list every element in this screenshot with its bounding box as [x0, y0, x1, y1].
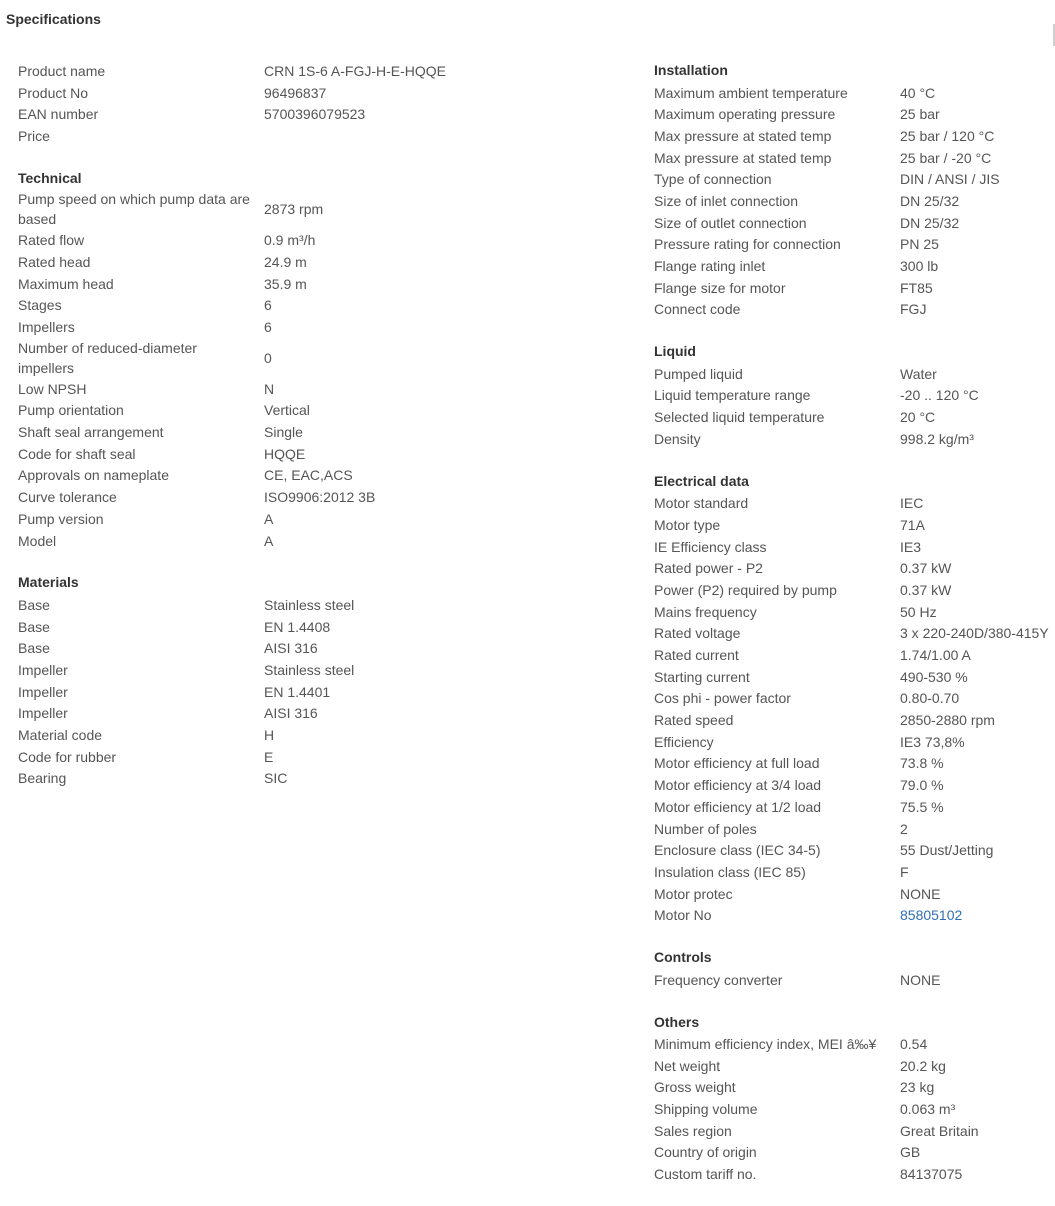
spec-row	[18, 189, 498, 229]
spec-value: 0.37 kW	[900, 560, 952, 577]
spec-row	[18, 421, 498, 443]
section-installation	[654, 60, 1055, 320]
spec-row	[654, 1055, 1055, 1077]
spec-label: Flange size for motor	[654, 279, 786, 296]
spec-label: Liquid temperature range	[654, 387, 811, 404]
spec-row	[654, 536, 1055, 558]
spec-value: 0.063 m³	[900, 1101, 956, 1118]
spec-label: Impellers	[18, 319, 75, 336]
spec-label: Maximum operating pressure	[654, 106, 836, 123]
spec-label: Net weight	[654, 1057, 721, 1074]
spec-label: Base	[18, 640, 50, 657]
spec-row	[654, 363, 1055, 385]
spec-value: CRN 1S-6 A-FGJ-H-E-HQQE	[264, 62, 447, 79]
spec-label: Motor No	[654, 907, 712, 924]
spec-value: IE3	[900, 538, 922, 555]
spec-row	[18, 316, 498, 338]
section-title: Technical	[18, 169, 82, 186]
spec-row	[654, 299, 1055, 321]
spec-row	[654, 557, 1055, 579]
spec-label: Flange rating inlet	[654, 258, 766, 275]
section-controls	[654, 947, 1055, 990]
spec-label: Pump orientation	[18, 402, 124, 419]
spec-value: 2850-2880 rpm	[900, 712, 995, 729]
section-title: Installation	[654, 62, 728, 78]
spec-label: Frequency converter	[654, 971, 783, 988]
spec-value: 2	[900, 820, 908, 837]
spec-row	[18, 400, 498, 422]
spec-value: AISI 316	[264, 640, 318, 657]
spec-label: Insulation class (IEC 85)	[654, 863, 806, 880]
spec-value: 23 kg	[900, 1079, 935, 1096]
spec-row	[654, 861, 1055, 883]
spec-label: Pump speed on which pump data are based	[18, 191, 250, 228]
spec-value: 25 bar / 120 °C	[900, 127, 995, 144]
spec-label: Country of origin	[654, 1144, 757, 1161]
spec-label: EAN number	[18, 106, 99, 123]
spec-row	[654, 514, 1055, 536]
spec-value: GB	[900, 1144, 921, 1161]
spec-row	[18, 273, 498, 295]
spec-value: EN 1.4401	[264, 683, 331, 700]
spec-row	[654, 234, 1055, 256]
spec-label: Number of reduced-diameter impellers	[18, 339, 197, 376]
spec-value: SIC	[264, 770, 288, 787]
spec-label: Rated flow	[18, 232, 85, 249]
spec-label: Number of poles	[654, 820, 757, 837]
spec-value: EN 1.4408	[264, 618, 331, 635]
spec-value: 35.9 m	[264, 275, 307, 292]
spec-label: Motor protec	[654, 885, 733, 902]
section-product-info	[18, 60, 498, 147]
spec-row	[654, 774, 1055, 796]
spec-value: F	[900, 863, 909, 880]
spec-row	[654, 709, 1055, 731]
spec-value: 96496837	[264, 84, 327, 101]
spec-row	[18, 508, 498, 530]
spec-row	[654, 190, 1055, 212]
spec-label: Max pressure at stated temp	[654, 149, 832, 166]
spec-row	[654, 753, 1055, 775]
spec-value: 490-530 %	[900, 668, 968, 685]
spec-value: 75.5 %	[900, 798, 944, 815]
spec-row	[18, 486, 498, 508]
spec-row	[654, 1077, 1055, 1099]
spec-label: Cos phi - power factor	[654, 690, 791, 707]
spec-label: Rated power - P2	[654, 560, 763, 577]
spec-value: AISI 316	[264, 705, 318, 722]
spec-label: Curve tolerance	[18, 489, 117, 506]
spec-value: 300 lb	[900, 258, 939, 275]
spec-label: Density	[654, 430, 701, 447]
spec-row	[18, 465, 498, 487]
spec-label: Low NPSH	[18, 380, 87, 397]
spec-label: Product name	[18, 62, 106, 79]
spec-value: ISO9906:2012 3B	[264, 489, 376, 506]
spec-row	[654, 883, 1055, 905]
section-title: Electrical data	[654, 472, 749, 489]
spec-label: Power (P2) required by pump	[654, 581, 837, 598]
spec-row	[654, 601, 1055, 623]
spec-label: Efficiency	[654, 733, 714, 750]
spec-value: DN 25/32	[900, 192, 960, 209]
spec-row	[654, 492, 1055, 514]
spec-value: Stainless steel	[264, 661, 355, 678]
spec-label: Maximum head	[18, 275, 114, 292]
spec-row	[18, 443, 498, 465]
spec-value: 79.0 %	[900, 777, 944, 794]
spec-label: Base	[18, 618, 50, 635]
section-others	[654, 1012, 1055, 1186]
spec-label: Motor efficiency at 1/2 load	[654, 798, 822, 815]
spec-row	[654, 103, 1055, 125]
spec-row	[654, 277, 1055, 299]
spec-value: 3 x 220-240D/380-415Y	[900, 625, 1049, 642]
spec-label: Pump version	[18, 510, 104, 527]
spec-value: Water	[900, 365, 937, 382]
section-electrical-data	[654, 471, 1055, 926]
spec-value: 73.8 %	[900, 755, 944, 772]
spec-value: A	[264, 510, 274, 527]
spec-label: Connect code	[654, 301, 741, 318]
spec-label: Stages	[18, 297, 62, 314]
spec-label: Sales region	[654, 1122, 732, 1139]
spec-value: DN 25/32	[900, 214, 960, 231]
spec-label: Product No	[18, 84, 89, 101]
spec-row	[18, 724, 498, 746]
spec-row	[18, 659, 498, 681]
spec-row	[18, 637, 498, 659]
spec-row	[654, 1163, 1055, 1185]
spec-value: NONE	[900, 971, 941, 988]
spec-row	[654, 1033, 1055, 1055]
spec-label: Max pressure at stated temp	[654, 127, 832, 144]
spec-value: 40 °C	[900, 84, 936, 101]
spec-row	[654, 644, 1055, 666]
spec-value: HQQE	[264, 445, 306, 462]
spec-value: CE, EAC,ACS	[264, 467, 353, 484]
spec-label: Type of connection	[654, 171, 772, 188]
spec-value: 25 bar / -20 °C	[900, 149, 992, 166]
spec-value: Great Britain	[900, 1122, 979, 1139]
spec-row	[654, 428, 1055, 450]
right-column	[654, 60, 1055, 1206]
spec-value: 0.9 m³/h	[264, 232, 316, 249]
spec-value: E	[264, 748, 274, 765]
spec-label: Size of inlet connection	[654, 192, 798, 209]
spec-value: IE3 73,8%	[900, 733, 965, 750]
spec-label: Price	[18, 127, 50, 144]
spec-label: Rated voltage	[654, 625, 741, 642]
spec-row	[18, 746, 498, 768]
spec-value: 2873 rpm	[264, 201, 324, 218]
spec-label: Base	[18, 596, 50, 613]
spec-row	[18, 60, 498, 82]
spec-value: 20.2 kg	[900, 1057, 946, 1074]
spec-value: 0.37 kW	[900, 581, 952, 598]
spec-row	[654, 969, 1055, 991]
spec-label: Approvals on nameplate	[18, 467, 169, 484]
section-title: Controls	[654, 949, 712, 966]
spec-value: DIN / ANSI / JIS	[900, 171, 1000, 188]
section-liquid	[654, 341, 1055, 449]
spec-value: IEC	[900, 495, 924, 512]
section-title: Others	[654, 1013, 700, 1030]
section-materials	[18, 572, 498, 789]
spec-value: 6	[264, 297, 272, 314]
spec-value: -20 .. 120 °C	[900, 387, 979, 404]
spec-row	[654, 666, 1055, 688]
spec-row	[18, 616, 498, 638]
section-title: Liquid	[654, 343, 696, 360]
spec-row	[654, 1120, 1055, 1142]
spec-label: Pumped liquid	[654, 365, 743, 382]
spec-row	[18, 594, 498, 616]
spec-value: H	[264, 727, 275, 744]
spec-value: 24.9 m	[264, 253, 307, 270]
spec-row	[654, 212, 1055, 234]
spec-label: Motor type	[654, 516, 721, 533]
spec-value: FGJ	[900, 301, 927, 318]
spec-value: 6	[264, 319, 272, 336]
spec-value: 50 Hz	[900, 603, 937, 620]
spec-label: Pressure rating for connection	[654, 236, 841, 253]
spec-row	[18, 82, 498, 104]
spec-value: Single	[264, 424, 303, 441]
spec-row	[18, 378, 498, 400]
spec-row	[654, 385, 1055, 407]
spec-row	[18, 103, 498, 125]
spec-label: Rated head	[18, 253, 91, 270]
spec-row	[654, 255, 1055, 277]
spec-row	[654, 406, 1055, 428]
spec-label: Mains frequency	[654, 603, 757, 620]
spec-row	[18, 295, 498, 317]
spec-value: N	[264, 380, 275, 397]
spec-row	[654, 731, 1055, 753]
spec-label: Impeller	[18, 705, 68, 722]
spec-value: 84137075	[900, 1166, 963, 1183]
spec-label: Minimum efficiency index, MEI â‰¥	[654, 1036, 877, 1053]
spec-row	[18, 703, 498, 725]
spec-row	[18, 229, 498, 251]
spec-value: A	[264, 532, 274, 549]
spec-value: 20 °C	[900, 409, 936, 426]
spec-row	[18, 125, 498, 147]
spec-row	[18, 768, 498, 790]
spec-value-link[interactable]: 85805102	[900, 907, 963, 924]
spec-label: Starting current	[654, 668, 750, 685]
spec-label: Model	[18, 532, 57, 549]
spec-label: Shipping volume	[654, 1101, 758, 1118]
spec-row	[654, 82, 1055, 104]
spec-label: Maximum ambient temperature	[654, 84, 848, 101]
spec-label: Impeller	[18, 661, 68, 678]
spec-label: Gross weight	[654, 1079, 736, 1096]
spec-value: FT85	[900, 279, 933, 296]
spec-value: 25 bar	[900, 106, 940, 123]
spec-row	[654, 688, 1055, 710]
spec-label: Custom tariff no.	[654, 1166, 757, 1183]
spec-label: Bearing	[18, 770, 67, 787]
left-column	[18, 60, 498, 810]
spec-row	[654, 904, 1055, 926]
spec-value: 0.54	[900, 1036, 928, 1053]
spec-label: Shaft seal arrangement	[18, 424, 164, 441]
spec-label: Impeller	[18, 683, 68, 700]
spec-row	[18, 338, 498, 378]
spec-label: IE Efficiency class	[654, 538, 767, 555]
spec-label: Material code	[18, 727, 103, 744]
spec-row	[654, 1098, 1055, 1120]
spec-label: Rated current	[654, 647, 739, 664]
spec-value: NONE	[900, 885, 941, 902]
spec-value: 0.80-0.70	[900, 690, 960, 707]
spec-row	[18, 251, 498, 273]
spec-row	[654, 1142, 1055, 1164]
spec-label: Code for rubber	[18, 748, 117, 765]
spec-value: 71A	[900, 516, 925, 533]
spec-row	[654, 168, 1055, 190]
spec-label: Code for shaft seal	[18, 445, 136, 462]
spec-label: Rated speed	[654, 712, 734, 729]
spec-value: Stainless steel	[264, 596, 355, 613]
spec-row	[654, 796, 1055, 818]
spec-row	[18, 681, 498, 703]
spec-value: 0	[264, 349, 272, 366]
spec-row	[654, 579, 1055, 601]
spec-value: Vertical	[264, 402, 310, 419]
spec-label: Motor efficiency at full load	[654, 755, 820, 772]
spec-label: Motor efficiency at 3/4 load	[654, 777, 822, 794]
page-title: Specifications	[6, 11, 101, 27]
spec-value: PN 25	[900, 236, 939, 253]
spec-row	[654, 623, 1055, 645]
section-title: Materials	[18, 574, 79, 591]
spec-value: 1.74/1.00 A	[900, 647, 971, 664]
spec-row	[654, 818, 1055, 840]
spec-label: Motor standard	[654, 495, 749, 512]
spec-label: Selected liquid temperature	[654, 409, 825, 426]
spec-value: 998.2 kg/m³	[900, 430, 974, 447]
spec-row	[654, 147, 1055, 169]
spec-row	[654, 125, 1055, 147]
spec-label: Size of outlet connection	[654, 214, 807, 231]
section-technical	[18, 168, 498, 552]
spec-value: 5700396079523	[264, 106, 366, 123]
spec-row	[654, 839, 1055, 861]
spec-row	[18, 530, 498, 552]
spec-label: Enclosure class (IEC 34-5)	[654, 842, 821, 859]
spec-value: 55 Dust/Jetting	[900, 842, 994, 859]
